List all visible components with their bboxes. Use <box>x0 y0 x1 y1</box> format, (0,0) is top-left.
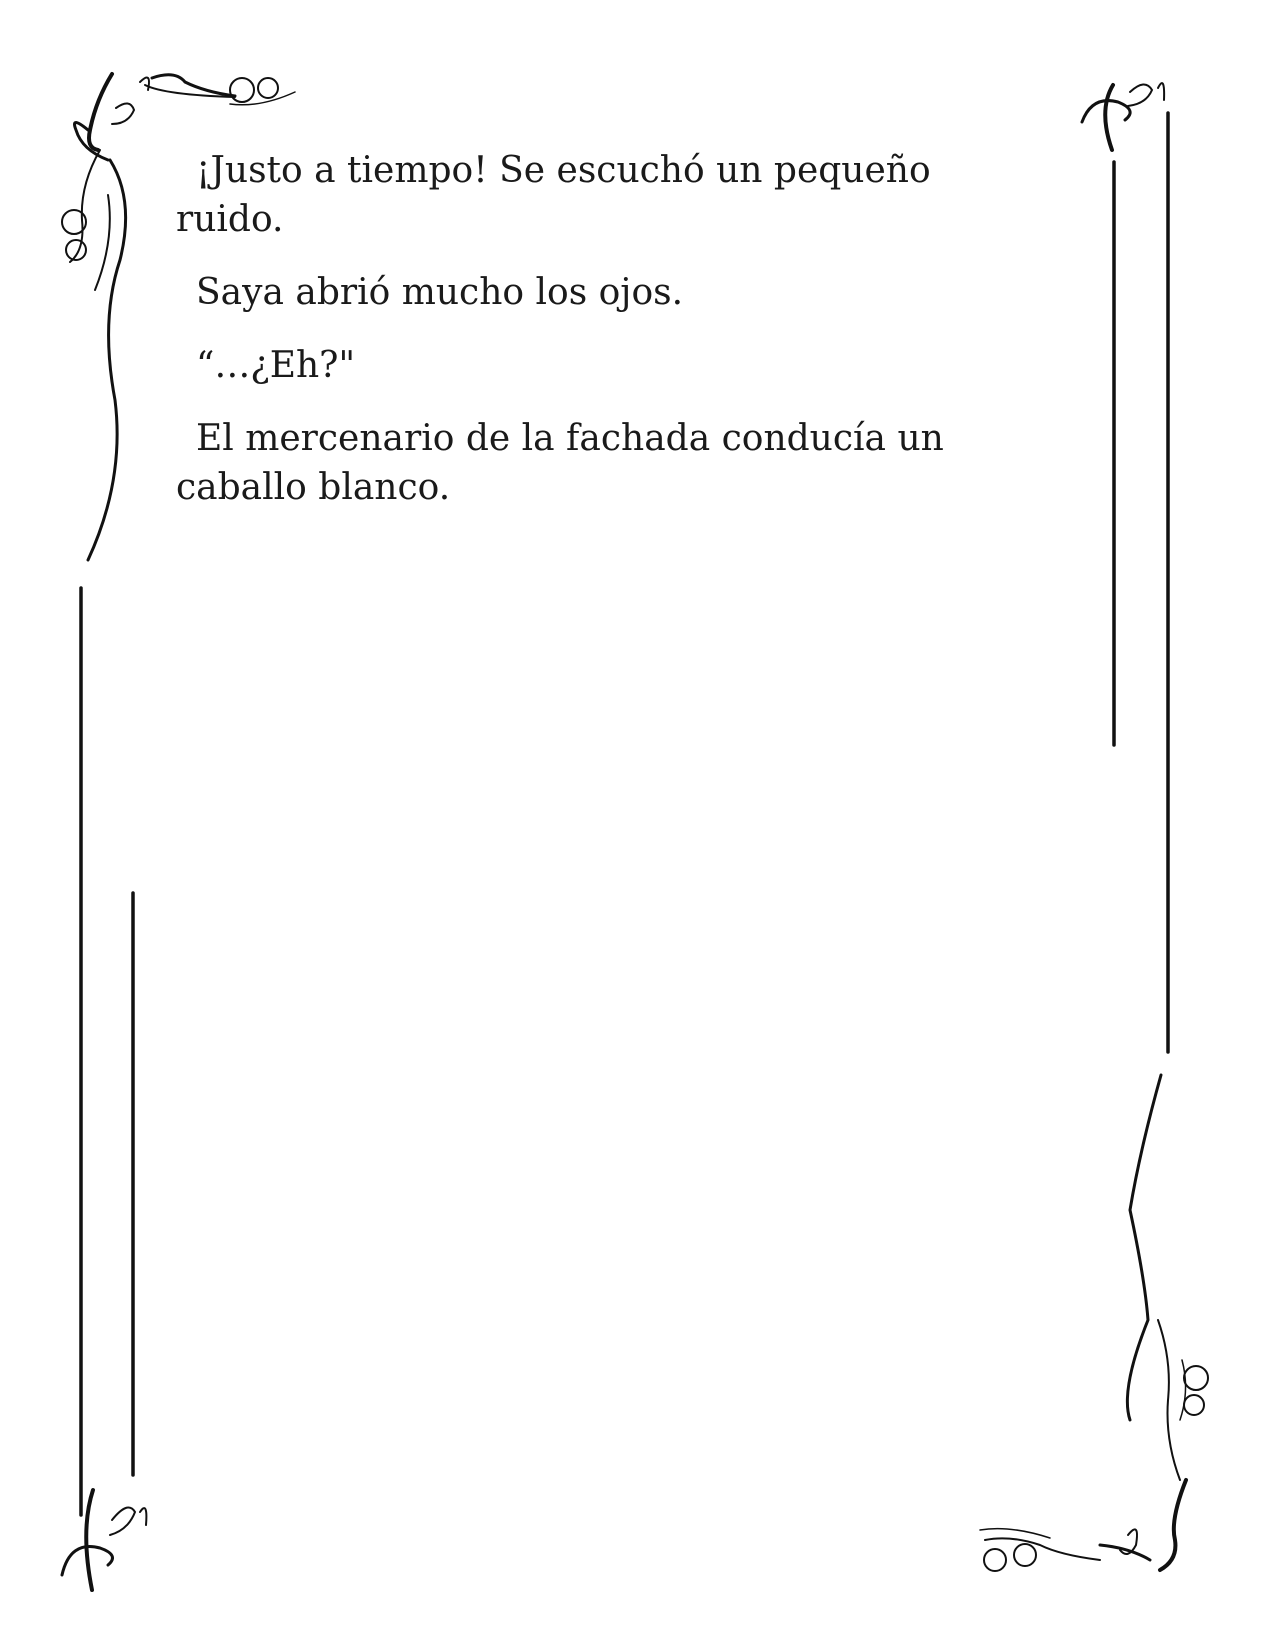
bottom-right-flourish-ornament <box>980 1075 1208 1571</box>
paragraph-3: “…¿Eh?" <box>196 345 356 386</box>
paragraph-2: Saya abrió mucho los ojos. <box>196 272 684 313</box>
paragraph-1: ¡Justo a tiempo! Se escuchó un pequeño ruido. <box>176 150 931 240</box>
body-text <box>176 146 1016 536</box>
paragraph-4: El mercenario de la fachada conducía un caballo blanco. <box>176 418 944 508</box>
top-right-flourish-ornament <box>1082 83 1164 150</box>
bottom-left-flourish-ornament <box>62 1490 146 1590</box>
